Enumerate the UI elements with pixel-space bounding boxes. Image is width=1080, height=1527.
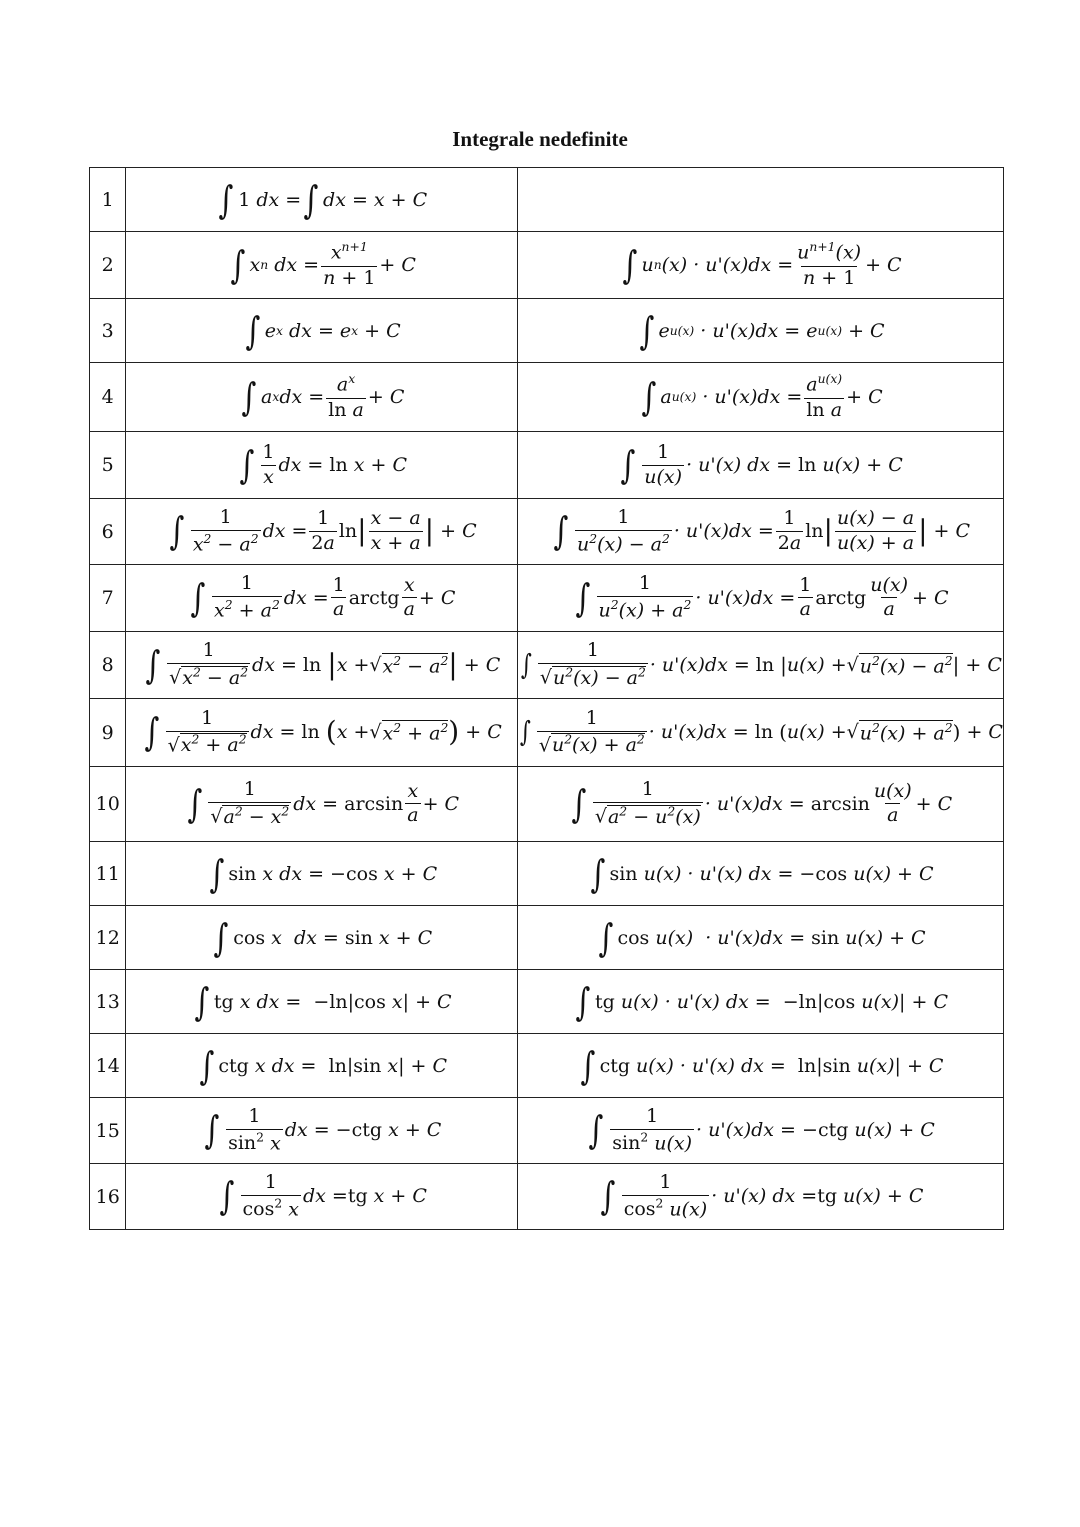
formula-composite: ∫ $\frac{1}{√u^2(x) - a^2}$ · u'(x)dx = ln | u(x) + √ $u^2(x) - a^2$ | + 𝐶: [518, 632, 1004, 699]
integral-sign-icon: ∫: [218, 177, 234, 222]
table-row: [90, 168, 1004, 232]
formula-basic: ∫ $\frac{1}{x}$ dx = ln x + 𝐶: [126, 432, 518, 499]
table-row: [90, 1164, 1004, 1230]
formula-basic: ∫ a x dx = $\frac{a^x}{\text{ln a}}$ + 𝐶: [126, 363, 518, 432]
formula-composite: ∫ a u(x) · u'(x)dx = $\frac{a^{u(x)}}{\text{ln a}}$ + 𝐶: [518, 363, 1004, 432]
integral-sign-icon: ∫: [144, 710, 160, 755]
row-number: 4: [90, 363, 126, 432]
formula-composite: ∫ cos u(x) · u'(x)dx = sin u(x) + 𝐶: [518, 906, 1004, 970]
integral-sign-icon: ∫: [598, 915, 613, 960]
integral-sign-icon: ∫: [169, 509, 185, 554]
formula-basic: ∫ tg x dx = − ln|cos x | + 𝐶: [126, 970, 518, 1034]
formula-composite: ∫ $\frac{1}{u^2(x) - a^2}$ · u'(x)dx = $\frac{1}{2a}$ ln | $\frac{u(x) - a}{u(x) + a}$ | + 𝐶: [518, 499, 1004, 565]
integral-sign-icon: ∫: [213, 915, 229, 960]
table-row: [90, 906, 1004, 970]
formula-composite: ∫ ctg u(x) · u'(x) dx = ln|sin u(x) | + 𝐶: [518, 1034, 1004, 1098]
integral-sign-icon: ∫: [588, 1108, 604, 1153]
integral-sign-icon: ∫: [245, 308, 261, 353]
integral-sign-icon: ∫: [230, 242, 246, 287]
table-row: [90, 699, 1004, 767]
integral-sign-icon: ∫: [190, 575, 206, 620]
integral-sign-icon: ∫: [187, 781, 202, 826]
integral-sign-icon: ∫: [639, 308, 654, 353]
integral-sign-icon: ∫: [219, 1174, 235, 1219]
formula-basic: ∫ $\frac{1}{x^2 - a^2}$ dx = $\frac{1}{2a}$ ln | $\frac{x - a}{x + a}$ | + 𝐶: [126, 499, 518, 565]
row-number: 9: [90, 699, 126, 767]
row-number: 8: [90, 632, 126, 699]
table-row: [90, 1034, 1004, 1098]
table-row: [90, 842, 1004, 906]
formula-composite: ∫ tg u(x) · u'(x) dx = − ln|cos u(x) | + 𝐶: [518, 970, 1004, 1034]
row-number: 16: [90, 1164, 126, 1230]
integral-sign-icon: ∫: [208, 851, 224, 896]
row-number: 10: [90, 767, 126, 842]
table-row: [90, 970, 1004, 1034]
formula-basic: ∫ sin x dx = − cos x + 𝐶: [126, 842, 518, 906]
integral-sign-icon: ∫: [239, 443, 254, 487]
integral-sign-icon: ∫: [553, 509, 569, 554]
integral-sign-icon: ∫: [194, 979, 210, 1024]
integral-sign-icon: ∫: [622, 242, 637, 287]
table-row: [90, 432, 1004, 499]
table-row: [90, 363, 1004, 432]
table-row: [90, 232, 1004, 299]
integral-sign-icon: ∫: [145, 642, 161, 687]
table-row: [90, 299, 1004, 363]
formula-composite: [518, 168, 1004, 232]
formula-basic: ∫ $\frac{1}{\sin^2 x}$ dx = − ctg x + 𝐶: [126, 1098, 518, 1164]
formula-composite: ∫ $\frac{1}{\cos^2 u(x)}$ · u'(x) dx = tg u(x) + 𝐶: [518, 1164, 1004, 1230]
integral-sign-icon: ∫: [580, 1043, 596, 1088]
formula-composite: ∫ $\frac{1}{\sin^2 u(x)}$ · u'(x)dx = − ctg u(x) + 𝐶: [518, 1098, 1004, 1164]
table-row: [90, 1098, 1004, 1164]
formula-basic: ∫ $\frac{1}{\cos^2 x}$ dx = tg x + 𝐶: [126, 1164, 518, 1230]
integral-sign-icon: ∫: [575, 575, 591, 620]
integral-sign-icon: ∫: [521, 647, 533, 681]
row-number: 14: [90, 1034, 126, 1098]
formula-basic: ∫ ctg x dx = ln|sin x | + 𝐶: [126, 1034, 518, 1098]
table-row: [90, 565, 1004, 632]
integrals-table: [89, 167, 1004, 1230]
formula-basic: ∫ cos x dx = sin x + 𝐶: [126, 906, 518, 970]
formula-composite: ∫ $\frac{1}{u^2(x) + a^2}$ · u'(x)dx = $\frac{1}{a}$ arctg $\frac{u(x)}{a}$ + 𝐶: [518, 565, 1004, 632]
row-number: 1: [90, 168, 126, 232]
page-title: Integrale nedefinite: [452, 127, 628, 151]
integral-sign-icon: ∫: [600, 1174, 616, 1219]
table-row: [90, 499, 1004, 565]
integral-sign-icon: ∫: [571, 781, 587, 826]
row-number: 6: [90, 499, 126, 565]
integral-sign-icon: ∫: [641, 374, 656, 419]
table-row: [90, 767, 1004, 842]
row-number: 11: [90, 842, 126, 906]
formula-composite: ∫ e u(x) · u'(x)dx = e u(x) + 𝐶: [518, 299, 1004, 363]
row-number: 5: [90, 432, 126, 499]
table-row: [90, 632, 1004, 699]
formula-basic: ∫ e x dx = e x + 𝐶: [126, 299, 518, 363]
formula-basic: ∫ $\frac{1}{x^2 + a^2}$ dx = $\frac{1}{a}$ arctg $\frac{x}{a}$ + 𝐶: [126, 565, 518, 632]
integral-sign-icon: ∫: [590, 851, 606, 896]
integral-sign-icon: ∫: [303, 177, 319, 222]
formula-basic: ∫ $\frac{1}{√x^2 + a^2}$ dx = ln ( x + √ $x^2 + a^2$ ) + 𝐶: [126, 699, 518, 767]
row-number: 12: [90, 906, 126, 970]
integral-sign-icon: ∫: [620, 443, 636, 487]
row-number: 2: [90, 232, 126, 299]
integral-sign-icon: ∫: [199, 1043, 214, 1088]
formula-composite: ∫ $\frac{1}{√a^2 - u^2(x)}$ · u'(x)dx = arcsin $\frac{u(x)}{a}$ + 𝐶: [518, 767, 1004, 842]
integral-sign-icon: ∫: [575, 979, 591, 1024]
formula-composite: ∫ u n (x) · u'(x)dx = $\frac{u^{n+1}(x)}{n + 1}$ + 𝐶: [518, 232, 1004, 299]
row-number: 15: [90, 1098, 126, 1164]
formula-basic: ∫ $\frac{1}{√a^2 - x^2}$ dx = arcsin $\frac{x}{a}$ + 𝐶: [126, 767, 518, 842]
formula-basic: ∫ 1 dx = ∫ dx = x + 𝐶: [126, 168, 518, 232]
formula-basic: ∫ $\frac{1}{√x^2 - a^2}$ dx = ln | x + √ $x^2 - a^2$ | + 𝐶: [126, 632, 518, 699]
formula-composite: ∫ $\frac{1}{u(x)}$ · u'(x) dx = ln u(x) + 𝐶: [518, 432, 1004, 499]
formula-composite: ∫ sin u(x) · u'(x) dx = − cos u(x) + 𝐶: [518, 842, 1004, 906]
integral-sign-icon: ∫: [520, 715, 532, 749]
row-number: 7: [90, 565, 126, 632]
row-number: 13: [90, 970, 126, 1034]
integral-sign-icon: ∫: [241, 374, 257, 419]
row-number: 3: [90, 299, 126, 363]
formula-composite: ∫ $\frac{1}{√u^2(x) + a^2}$ · u'(x)dx = ln ( u(x) + √ $u^2(x) + a^2$ ) + 𝐶: [518, 699, 1004, 767]
formula-basic: ∫ x n dx = $\frac{x^{n+1}}{n + 1}$ + 𝐶: [126, 232, 518, 299]
integral-sign-icon: ∫: [204, 1108, 220, 1153]
